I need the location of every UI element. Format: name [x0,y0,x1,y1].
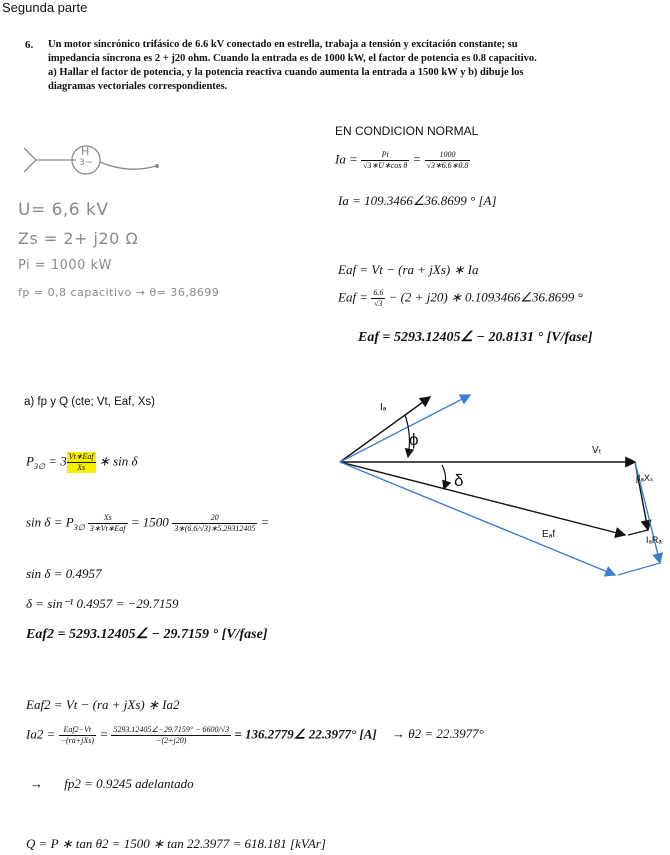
ia2-formula: Ia2 = $\frac{\text{Eaf2−Vt}}{\text{−(ra+jXs)}}$ = $\frac{5293.12405\angle-29.7159^\circ - 6600/√3}{-(2+j20)}$ = 136.2779∠ 22.3977° [A] → θ2 = 22.3977° [26,725,484,745]
part-a-heading: a) fp y Q (cte; Vt, Eaf, Xs) [24,396,156,408]
problem-line-3: a) Hallar el factor de potencia, y la potencia reactiva cuando aumenta la entrada a 1500 kW y b) dibuje los [48,67,524,78]
eaf-substitution: Eaf = $\frac{6.6}{√3}$ − (2 + j20) ∗ 0.1093466∠36.8699 ° [338,288,583,308]
label-jiaxs: jIₐXₛ [636,473,654,483]
problem-line-1: Un motor sincrónico trifásico de 6.6 kV conectado en estrella, trabaja a tensión y excitación constante; su [48,39,518,50]
p3-formula: $P_{3\emptyset} = 3$ $\frac{\text{Vt∗Eaf}}{Xs}$ ∗ sin δ [26,452,138,472]
label-vt: Vₜ [592,445,602,456]
label-iara: IₐRₐ [646,535,662,545]
sketch-line-fp: fp = 0,8 capacitivo → θ= 36,8699 [18,286,220,299]
label-phi: ϕ [409,430,419,449]
ia2ra-vector [618,563,660,575]
eaf-equation: Eaf = Vt − (ra + jXs) ∗ Ia [338,262,479,277]
label-ia: Iₐ [380,402,387,413]
ia-formula [335,150,470,171]
sketch-line-u: U= 6,6 kV [18,200,109,220]
eaf-vector [340,462,625,535]
sketch-line-pi: Pi = 1000 kW [18,258,112,273]
eaf-result: Eaf = 5293.12405∠ − 20.8131 ° [V/fase] [358,330,593,345]
label-delta: δ [454,471,464,490]
ia-frac-1: $\frac{Pi}{\text{√3∗U∗cos θ}}$ [363,150,408,170]
sketch-label-h: H [81,145,90,158]
normal-heading: EN CONDICION NORMAL [335,124,479,138]
fp2-line: → fp2 = 0.9245 adelantado [30,776,194,791]
sin-formula: $\sin \delta = P_{3\emptyset}$ $\frac{Xs}{\text{3∗Vt∗Eaf}}$ = 1500 $\frac{20}{3∗(6.6/√3)∗5.29312405}$ = [26,513,270,533]
problem-line-2: impedancia síncrona es 2 + j20 ohm. Cuando la entrada es de 1000 kW, el factor de potencia es 0.8 capacitivo. [48,53,537,64]
problem-line-4: diagramas vectoriales correspondientes. [48,81,228,92]
sin-value: sin δ = 0.4957 [26,566,102,581]
eaf2-equation: Eaf2 = Vt − (ra + jXs) ∗ Ia2 [26,697,180,712]
ia-frac-2: $\frac{1000}{√3∗6.6∗0.8}$ [426,150,469,170]
ia-eq: = [412,151,422,167]
sketch-line-zs: Zs = 2+ j20 Ω [18,229,139,248]
q-result: Q = P ∗ tan θ2 = 1500 ∗ tan 22.3977 = 618.181 [kVAr] [26,836,326,851]
page-title: Segunda parte [2,0,88,15]
phasor-diagram [330,385,665,600]
ia-lhs: Ia = [335,151,358,167]
eaf2-vector [340,462,615,575]
iara-vector [628,530,648,535]
ia-result: Ia = 109.3466∠36.8699 ° [A] [338,193,497,208]
label-eaf: Eₐf [542,529,556,540]
eaf2-result: Eaf2 = 5293.12405∠ − 29.7159 ° [V/fase] [26,627,268,642]
ia2-vector [340,395,470,462]
problem-number: 6. [25,39,34,51]
delta-arc [442,465,446,489]
delta-value: δ = sin⁻¹ 0.4957 = −29.7159 [26,596,179,611]
motor-sketch [18,138,188,188]
sketch-label-3: 3~ [79,158,94,168]
